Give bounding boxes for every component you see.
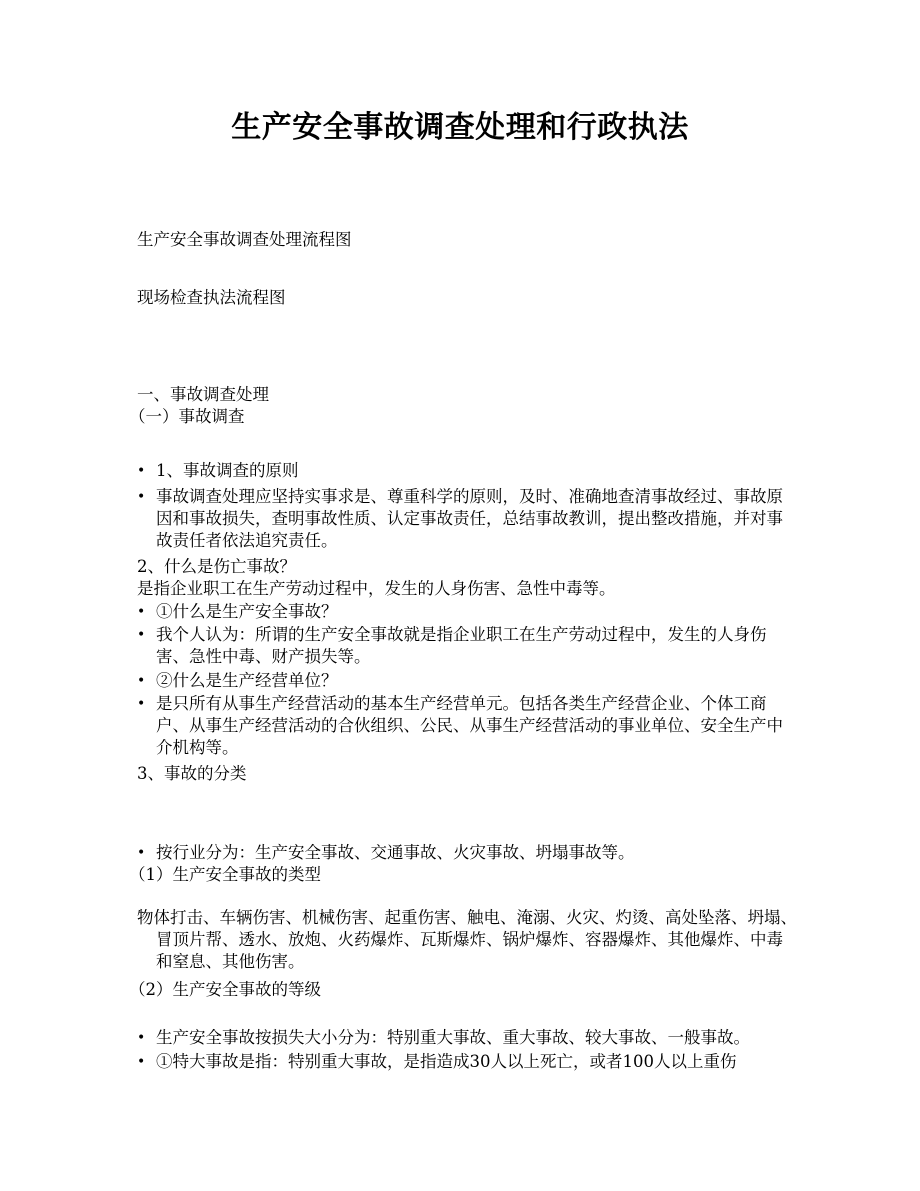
- bullet-icon: •: [137, 1030, 146, 1046]
- bullet-icon: •: [137, 489, 146, 505]
- section-heading: 一、事故调查处理: [137, 385, 269, 404]
- document-title: 生产安全事故调查处理和行政执法: [231, 110, 689, 145]
- bullet-icon: •: [137, 696, 146, 712]
- list-item: • 按行业分为：生产安全事故、交通事故、火灾事故、坍塌事故等。: [137, 843, 635, 862]
- list-item: • 我个人认为：所谓的生产安全事故就是指企业职工在生产劳动过程中，发生的人身伤害、急性中毒、财产损失等。: [137, 625, 767, 666]
- paragraph: 物体打击、车辆伤害、机械伤害、起重伤害、触电、淹溺、火灾、灼烫、高处坠落、坍塌、冒顶片帮、透水、放炮、火药爆炸、瓦斯爆炸、锅炉爆炸、容器爆炸、其他爆炸、中毒和窒息、其他伤害。: [137, 908, 797, 971]
- list-item: • ①特大事故是指：特别重大事故，是指造成30人以上死亡，或者100人以上重伤: [137, 1052, 737, 1071]
- paragraph: 是指企业职工在生产劳动过程中，发生的人身伤害、急性中毒等。: [137, 579, 616, 598]
- bullet-icon: •: [137, 463, 146, 479]
- list-item: • ②什么是生产经营单位？: [137, 671, 338, 690]
- bullet-icon: •: [137, 673, 146, 689]
- question-heading: 3、事故的分类: [137, 764, 247, 783]
- list-item: • 是只所有从事生产经营活动的基本生产经营单元。包括各类生产经营企业、个体工商户、从事生产经营活动的合伙组织、公民、从事生产经营活动的事业单位、安全生产中介机构等。: [137, 694, 783, 757]
- subsection-heading: （2）生产安全事故的等级: [129, 980, 321, 999]
- bullet-icon: •: [137, 627, 146, 643]
- list-item: • 1、事故调查的原则: [137, 461, 299, 480]
- flowchart-link-accident-investigation[interactable]: 生产安全事故调查处理流程图: [137, 230, 352, 249]
- list-item: • ①什么是生产安全事故？: [137, 602, 338, 621]
- bullet-icon: •: [137, 1054, 146, 1070]
- list-item: • 事故调查处理应坚持实事求是、尊重科学的原则，及时、准确地查清事故经过、事故原因和事故损失，查明事故性质、认定事故责任，总结事故教训，提出整改措施，并对事故责任者依法追究责任。: [137, 487, 783, 550]
- bullet-icon: •: [137, 604, 146, 620]
- question-heading: 2、什么是伤亡事故？: [137, 557, 296, 576]
- bullet-icon: •: [137, 845, 146, 861]
- flowchart-link-site-inspection[interactable]: 现场检查执法流程图: [137, 288, 286, 307]
- subsection-heading: （1）生产安全事故的类型: [129, 865, 321, 884]
- list-item: • 生产安全事故按损失大小分为：特别重大事故、重大事故、较大事故、一般事故。: [137, 1028, 750, 1047]
- subsection-heading: （一）事故调查: [129, 407, 245, 426]
